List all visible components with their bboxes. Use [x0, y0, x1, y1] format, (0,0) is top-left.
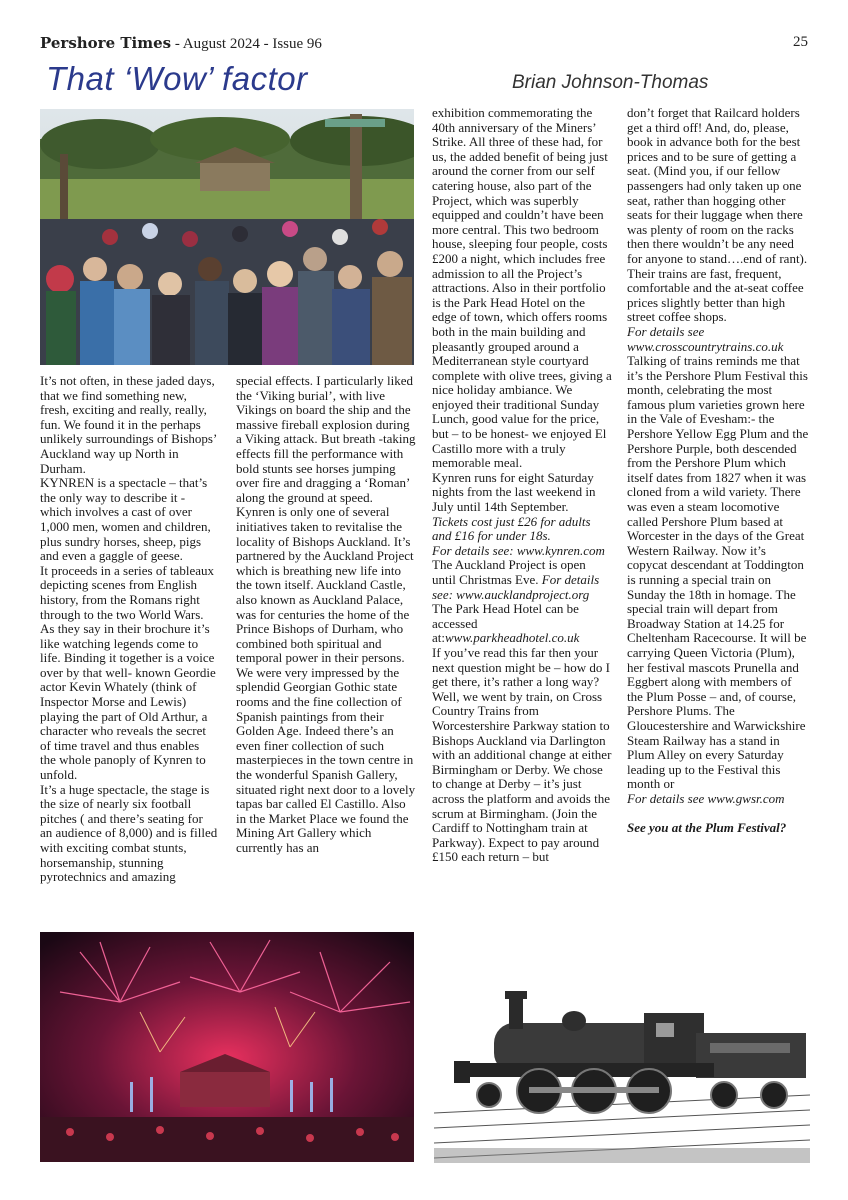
- auckland-project-text: The Auckland Project is open until Christmas Eve.: [432, 557, 586, 587]
- ticket-prices: Tickets cost just £26 for adults and £16 for under 18s.: [432, 513, 591, 544]
- issue-info: - August 2024 - Issue 96: [171, 36, 322, 52]
- paragraph: KYNREN is a spectacle – that’s the only way to describe it - which involves a cast of over 1,000 men, women and children, plus sundry horses, sheep, pigs and even a gaggle of geese.: [40, 475, 211, 564]
- paragraph: [432, 602, 612, 646]
- paragraph: don’t forget that Railcard holders get a third off! And, do, please, book in advance both for the best prices and to be sure of getting a seat. (Mind you, if our fellow passengers had only taken up one seat, rather than hogging other seats for their luggage when there was plenty of room on the racks then there wouldn’t be any need for anyone to stand….end of rant). Their trains are fast, frequent, comfortable and the at-seat coffee prices slightly better than high street coffee shops.: [627, 105, 808, 325]
- paragraph: special effects. I particularly liked the ‘Viking burial’, with live Vikings on board the ship and the massive fireball explosion during a Viking attack. But breath -taking effects fill the performance with bold stunts see horses jumping over fire and dragging a ‘Roman’ along the ground at speed.: [236, 373, 416, 505]
- closing-line: See you at the Plum Festival?: [627, 819, 787, 835]
- fireworks-icon: [40, 932, 414, 1162]
- auckland-project-link: For details see: www.aucklandproject.org: [432, 572, 600, 602]
- spacer: [627, 807, 809, 821]
- paragraph: Kynren is only one of several initiatives taken to revitalise the locality of Bishops Auckland. It’s partnered by the Auckland Project which is breathing new life into the town itself. Auckland Castle, also known as Auckland Palace, was for centuries the home of the Prince Bishops of Durham, who combined both spiritual and temporal power in their persons. We were very impressed by the splendid Georgian Gothic state rooms and the fine collection of Spanish paintings from their Golden Age. Indeed there’s an even finer collection of such masterpieces in the town centre in the wonderful Spanish Gallery, situated right next door to a lovely tapas bar called El Castillo. Also in the Market Place we found the Mining Art Gallery which currently has an: [236, 504, 416, 855]
- article-column-2: [236, 374, 416, 856]
- paper-name: Pershore Times: [40, 34, 172, 52]
- article-column-1: [40, 374, 218, 885]
- locomotive-icon: [434, 983, 810, 1163]
- paragraph: Talking of trains reminds me that it’s the Pershore Plum Festival this month, celebrating the most famous plum varieties grown here in the Vale of Evesham:- the Pershore Yellow Egg Plum and the Pershore Purple, both descended from the Pershore Plum which itself dates from 1827 when it was cloned from a wild variety. There was even a steam locomotive called Pershore Plum based at Worcester in the days of the Great Western Railway. Now it’s copycat descendant at Toddington is running a special train on Sunday the 18th in homage. The special train will depart from Broadway Station at 14.25 for Cheltenham Racecourse. It will be carrying Queen Victoria (Plum), her festival mascots Prunella and Eggbert along with members of the Plum Posse – and, of course, Pershore Plums. The Gloucestershire and Warwickshire Steam Railway has a stand in Plum Alley on every Saturday leading up to the Festival this month or: [627, 353, 809, 792]
- paragraph: Kynren runs for eight Saturday nights from the last weekend in July until 14th September.: [432, 469, 596, 515]
- locomotive-photo: [434, 983, 810, 1163]
- paragraph: exhibition commemorating the 40th anniversary of the Miners’ Strike. All three of these had, for us, the added benefit of being just around the corner from our self catering house, also part of the Project, which was superbly equipped and couldn’t have been more central. This two bedroom house, sleeping four people, costs £200 a night, which includes free admission to all the Project’s attractions. Also in their portfolio is the Park Head Hotel on the edge of town, which offers rooms both in the main building and pleasantly grouped around a Mediterranean style courtyard complete with olive trees, giving a nice holiday ambiance. We enjoyed their traditional Sunday Lunch, good value for the price, but – to be honest- we enjoyed El Castillo more with a truly memorable meal.: [432, 105, 612, 471]
- paragraph: It’s a huge spectacle, the stage is the size of nearly six football pitches ( and there’s seating for an audience of 8,000) and is filled with exciting combat stunts, horsemanship, stunning pyrotechnics and amazing: [40, 781, 218, 885]
- park-head-text: The Park Head Hotel can be accessed at:: [432, 601, 579, 646]
- article-title: That ‘Wow’ factor: [46, 60, 308, 97]
- paragraph: [432, 558, 612, 602]
- gwsr-link: For details see www.gwsr.com: [627, 790, 785, 806]
- crowd-photo: [40, 109, 414, 365]
- article-column-3: [432, 106, 612, 865]
- masthead: [40, 34, 808, 56]
- paragraph: It proceeds in a series of tableaux depicting scenes from English history, from the Romans right through to the two World Wars. As they say in their brochure it’s like watching legends come to life. Binding it together is a voice over by that well- known Geordie actor Kevin Whately (think of Inspector Morse and Lewis) playing the part of Old Arthur, a character who reveals the secret of time travel and thus enables the whole panoply of Kynren to unfold.: [40, 562, 216, 783]
- article-column-4: [627, 106, 809, 835]
- crowd-icon: [40, 109, 414, 365]
- fireworks-photo: [40, 932, 414, 1162]
- park-head-link: www.parkheadhotel.co.uk: [445, 630, 580, 646]
- crosscountry-link: For details see www.crosscountrytrains.co.uk: [627, 323, 784, 354]
- paragraph: It’s not often, in these jaded days, that we find something new, fresh, exciting and really, really, fun. We found it in the perhaps unlikely surroundings of Bishops’ Auckland way up North in Durham.: [40, 373, 217, 476]
- page-number: 25: [793, 34, 808, 50]
- kynren-link: For details see: www.kynren.com: [432, 542, 605, 558]
- paragraph: If you’ve read this far then your next question might be – how do I get there, it’s rather a long way? Well, we went by train, on Cross Country Trains from Worcestershire Parkway station to Bishops Auckland via Darlington with an additional change at either Birmingham or Derby. We chose to change at Derby – it’s just across the platform and avoids the scrum at Birmingham. (Join the Cardiff to Nottingham train at Parkway). Expect to pay around £150 each return – but: [432, 644, 612, 865]
- article-author: Brian Johnson-Thomas: [512, 72, 709, 93]
